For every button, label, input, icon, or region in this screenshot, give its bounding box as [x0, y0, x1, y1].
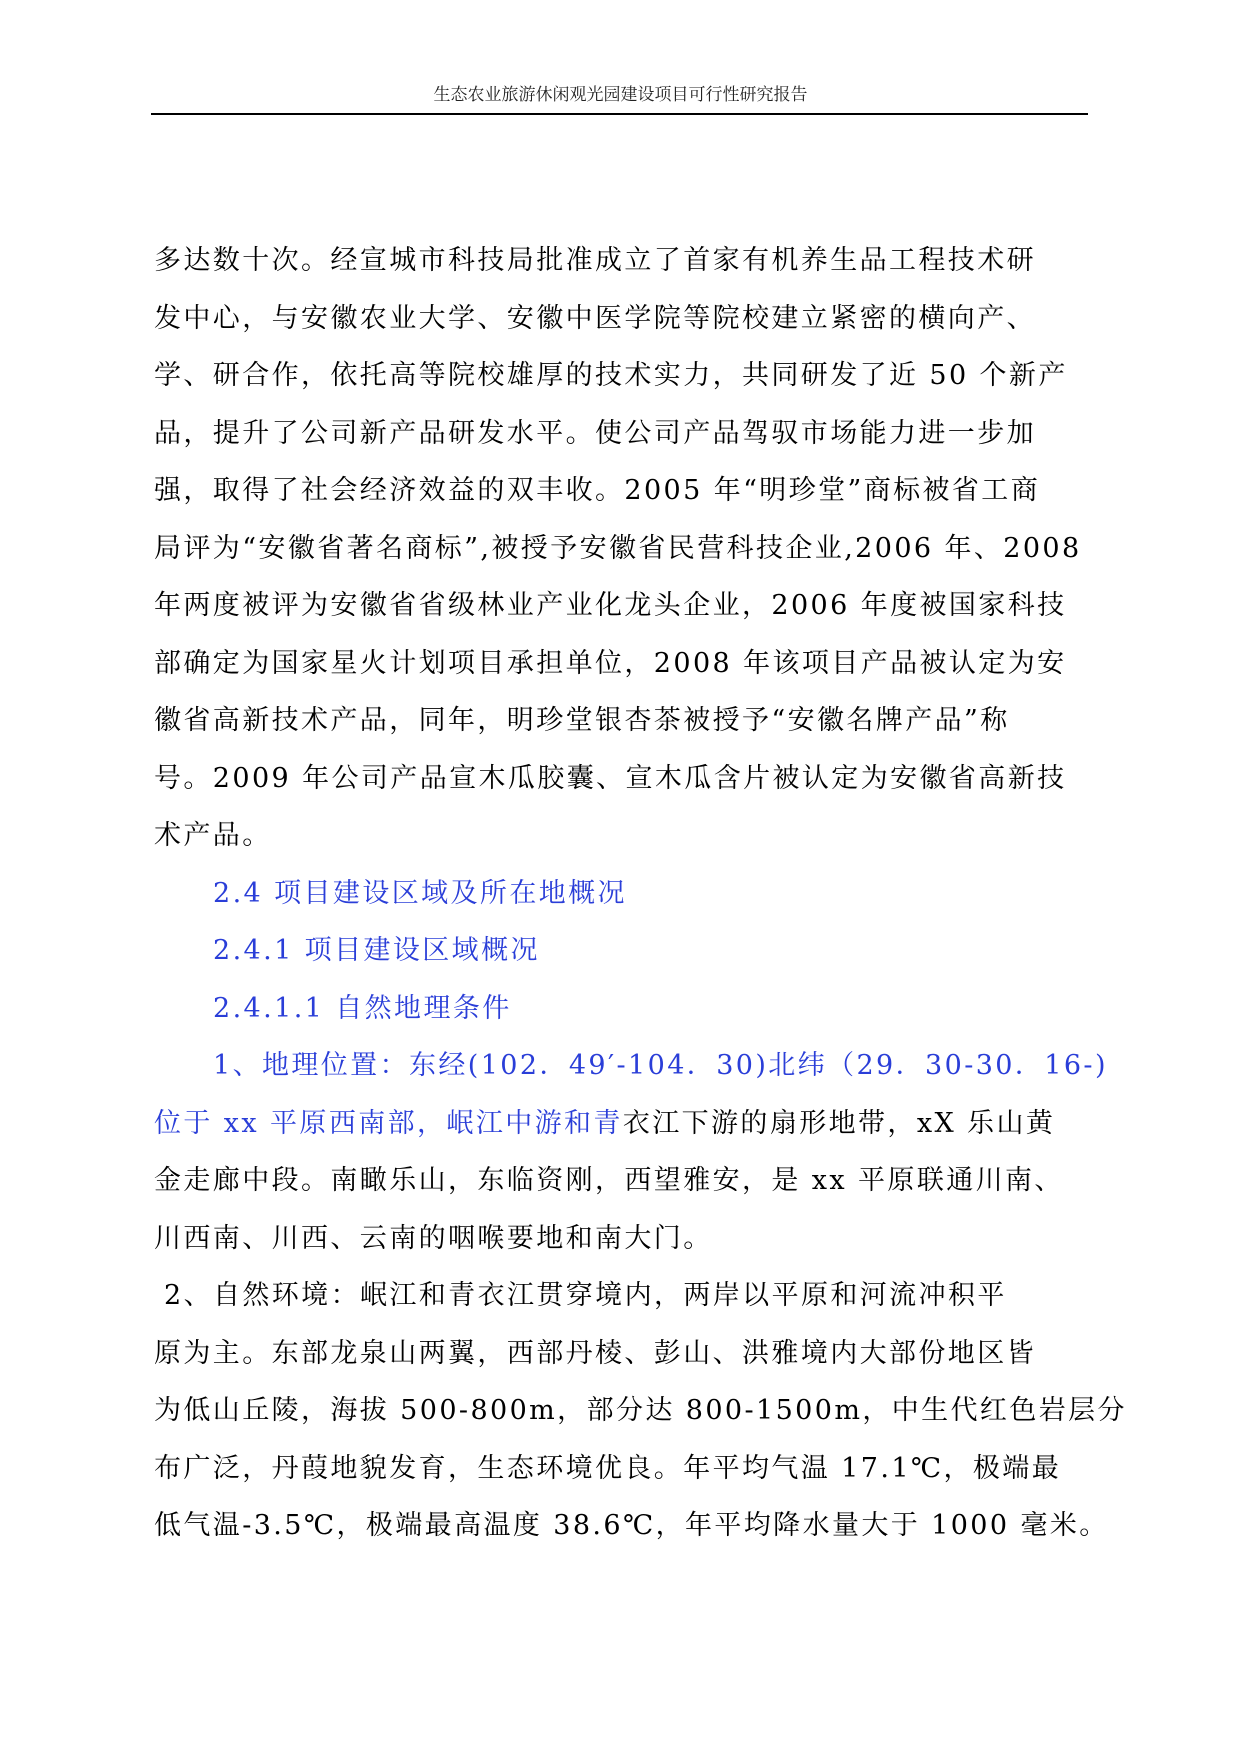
item-1-black-span: 衣江下游的扇形地带，xX 乐山黄	[622, 1107, 1056, 1139]
item-2-line: 为低山丘陵，海拔 500-800m，部分达 800-1500m，中生代红色岩层分	[154, 1395, 1127, 1426]
item-1-line	[154, 1095, 1084, 1153]
paragraph-line: 局评为“安徽省著名商标”,被授予安徽省民营科技企业,2006 年、2008	[154, 532, 1082, 564]
item-2-line: 2、自然环境：岷江和青衣江贯穿境内，两岸以平原和河流冲积平	[164, 1280, 1007, 1311]
paragraph-line: 品，提升了公司新产品研发水平。使公司产品驾驭市场能力进一步加	[154, 417, 1036, 449]
section-heading-2-4-1: 2.4.1 项目建设区域概况	[213, 935, 540, 966]
paragraph-line: 发中心，与安徽农业大学、安徽中医学院等院校建立紧密的横向产、	[154, 302, 1036, 334]
item-1-blue-span: 位于 xx 平原西南部，岷江中游和青	[154, 1107, 623, 1139]
section-heading-2-4-1-1: 2.4.1.1 自然地理条件	[213, 992, 512, 1024]
paragraph-line: 年两度被评为安徽省省级林业产业化龙头企业，2006 年度被国家科技	[154, 590, 1067, 621]
header-divider	[151, 113, 1088, 115]
paragraph-line: 多达数十次。经宣城市科技局批准成立了首家有机养生品工程技术研	[154, 245, 1036, 276]
item-2-line: 低气温-3.5℃，极端最高温度 38.6℃，年平均降水量大于 1000 毫米。	[154, 1510, 1109, 1541]
paragraph-line: 学、研合作，依托高等院校雄厚的技术实力，共同研发了近 50 个新产	[154, 360, 1068, 391]
document-body	[154, 232, 1127, 1555]
item-1-line: 金走廊中段。南瞰乐山，东临资刚，西望雅安，是 xx 平原联通川南、	[154, 1165, 1064, 1196]
item-1-line: 川西南、川西、云南的咽喉要地和南大门。	[154, 1222, 713, 1254]
section-heading-2-4: 2.4 项目建设区域及所在地概况	[213, 877, 627, 909]
paragraph-line: 徽省高新技术产品，同年，明珍堂银杏茶被授予“安徽名牌产品”称	[154, 705, 1010, 736]
paragraph-line: 强，取得了社会经济效益的双丰收。2005 年“明珍堂”商标被省工商	[154, 475, 1041, 506]
item-1-line: 1、地理位置：东经(102．49′-104．30)北纬（29．30-30．16-)	[213, 1050, 1108, 1081]
item-2-line: 原为主。东部龙泉山两翼，西部丹棱、彭山、洪雅境内大部份地区皆	[154, 1337, 1036, 1369]
paragraph-line: 术产品。	[154, 820, 272, 851]
paragraph-line: 部确定为国家星火计划项目承担单位，2008 年该项目产品被认定为安	[154, 647, 1067, 679]
item-2-line: 布广泛，丹葭地貌发育，生态环境优良。年平均气温 17.1℃，极端最	[154, 1452, 1062, 1484]
page-header-title: 生态农业旅游休闲观光园建设项目可行性研究报告	[433, 85, 808, 105]
paragraph-line: 号。2009 年公司产品宣木瓜胶囊、宣木瓜含片被认定为安徽省高新技	[154, 762, 1067, 794]
